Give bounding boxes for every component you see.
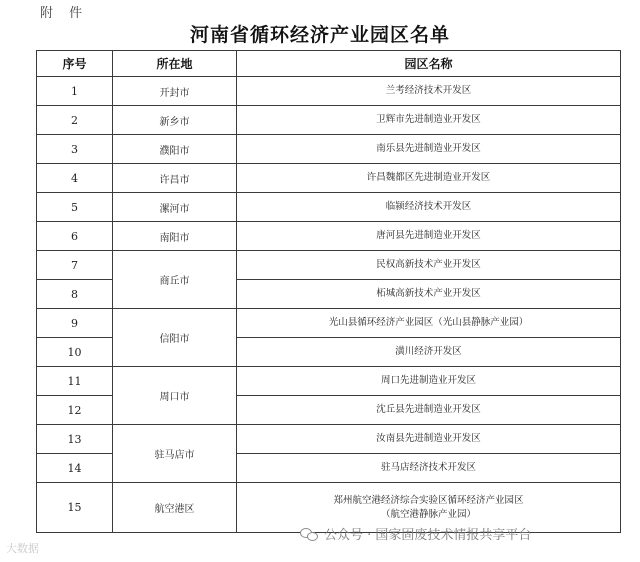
- row-number: 9: [37, 309, 113, 338]
- header-location: 所在地: [113, 51, 237, 77]
- row-city: 周口市: [113, 367, 237, 425]
- table-row: [37, 193, 621, 222]
- row-number: 4: [37, 164, 113, 193]
- table-row: [37, 77, 621, 106]
- row-number: 12: [37, 396, 113, 425]
- row-park-name: 驻马店经济技术开发区: [237, 454, 621, 483]
- row-city: 濮阳市: [113, 135, 237, 164]
- row-number: 11: [37, 367, 113, 396]
- row-number: 13: [37, 425, 113, 454]
- row-park-name-line2: （航空港静脉产业园）: [380, 508, 476, 520]
- row-park-name: 周口先进制造业开发区: [237, 367, 621, 396]
- row-city: 航空港区: [113, 483, 237, 533]
- header-park-name: 园区名称: [237, 51, 621, 77]
- row-number: 1: [37, 77, 113, 106]
- row-city: 漯河市: [113, 193, 237, 222]
- attachment-label: 附 件: [40, 6, 89, 21]
- row-park-name: 许昌魏都区先进制造业开发区: [237, 164, 621, 193]
- row-park-name: 光山县循环经济产业园区（光山县静脉产业园）: [237, 309, 621, 338]
- row-number: 7: [37, 251, 113, 280]
- park-list-table: [36, 50, 621, 533]
- row-number: 6: [37, 222, 113, 251]
- row-number: 14: [37, 454, 113, 483]
- table-row: [37, 367, 621, 396]
- table-row: [37, 135, 621, 164]
- table-row: [37, 425, 621, 454]
- row-park-name: 兰考经济技术开发区: [237, 77, 621, 106]
- row-park-name: 潢川经济开发区: [237, 338, 621, 367]
- document-title: 河南省循环经济产业园区名单: [189, 24, 450, 46]
- table-row: [37, 222, 621, 251]
- row-city: 许昌市: [113, 164, 237, 193]
- row-city: 信阳市: [113, 309, 237, 367]
- row-park-name: 柘城高新技术产业开发区: [237, 280, 621, 309]
- row-number: 3: [37, 135, 113, 164]
- table-header-row: [37, 51, 621, 77]
- row-park-name: 唐河县先进制造业开发区: [237, 222, 621, 251]
- row-park-name: 沈丘县先进制造业开发区: [237, 396, 621, 425]
- row-number: 15: [37, 483, 113, 533]
- row-number: 8: [37, 280, 113, 309]
- corner-watermark: 大数据: [6, 542, 39, 555]
- table-row: [37, 251, 621, 280]
- row-city: 驻马店市: [113, 425, 237, 483]
- row-city: 新乡市: [113, 106, 237, 135]
- row-park-name: 南乐县先进制造业开发区: [237, 135, 621, 164]
- row-park-name: 汝南县先进制造业开发区: [237, 425, 621, 454]
- row-park-name: 卫辉市先进制造业开发区: [237, 106, 621, 135]
- row-city: 南阳市: [113, 222, 237, 251]
- row-number: 2: [37, 106, 113, 135]
- table-row: [37, 309, 621, 338]
- row-city: 商丘市: [113, 251, 237, 309]
- row-park-name-line1: 郑州航空港经济综合实验区循环经济产业园区: [333, 494, 524, 506]
- table-row: [37, 164, 621, 193]
- row-number: 10: [37, 338, 113, 367]
- wechat-icon: [300, 527, 318, 541]
- table-row: [37, 106, 621, 135]
- row-number: 5: [37, 193, 113, 222]
- watermark-text: 公众号 · 国家固废技术情报共享平台: [324, 528, 532, 543]
- wechat-watermark: [300, 524, 531, 543]
- row-park-name: 民权高新技术产业开发区: [237, 251, 621, 280]
- header-serial-number: 序号: [37, 51, 113, 77]
- row-city: 开封市: [113, 77, 237, 106]
- row-park-name: 临颍经济技术开发区: [237, 193, 621, 222]
